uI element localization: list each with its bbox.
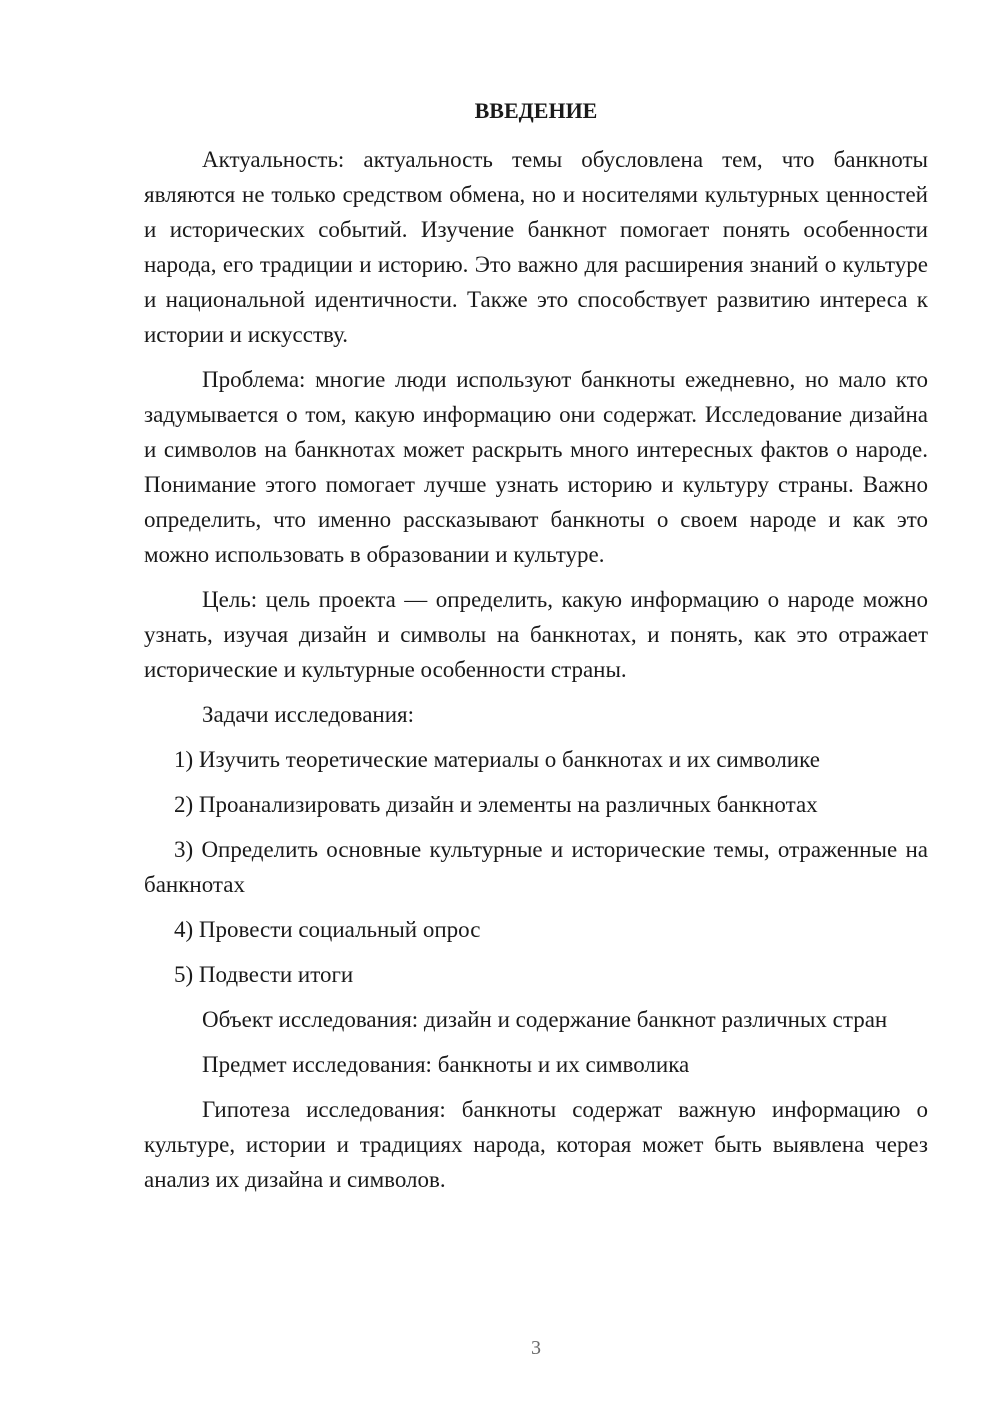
section-title: ВВЕДЕНИЕ — [474, 98, 598, 123]
paragraph-problem: Проблема: многие люди используют банкноты ежедневно, но мало кто задумывается о том, какую информацию они содержат. Исследование дизайна и символов на банкнотах может раскрыть много интересных фактов о народе. Понимание этого помогает лучше узнать историю и культуру страны. Важно определить, что именно рассказывают банкноты о своем народе и как это можно использовать в образовании и культуре. — [144, 367, 928, 567]
paragraph-hypothesis: Гипотеза исследования: банкноты содержат важную информацию о культуре, истории и традициях народа, которая может быть выявлена через анализ их дизайна и символов. — [144, 1097, 928, 1192]
task-item-1: 1) Изучить теоретические материалы о банкнотах и их символике — [174, 747, 820, 772]
task-item-4: 4) Провести социальный опрос — [174, 917, 481, 942]
task-item-5: 5) Подвести итоги — [174, 962, 354, 987]
task-item-2: 2) Проанализировать дизайн и элементы на различных банкнотах — [174, 792, 818, 817]
document-page — [144, 0, 928, 1414]
paragraph-subject: Предмет исследования: банкноты и их символика — [202, 1052, 690, 1077]
paragraph-object: Объект исследования: дизайн и содержание банкнот различных стран — [202, 1007, 888, 1032]
page-number: 3 — [531, 1337, 541, 1359]
task-item-3: 3) Определить основные культурные и исторические темы, отраженные на банкнотах — [144, 837, 928, 897]
document-body — [144, 142, 928, 1207]
paragraph-goal: Цель: цель проекта — определить, какую информацию о народе можно узнать, изучая дизайн и символы на банкнотах, и понять, как это отражает исторические и культурные особенности страны. — [144, 587, 928, 682]
paragraph-relevance: Актуальность: актуальность темы обусловлена тем, что банкноты являются не только средством обмена, но и носителями культурных ценностей и исторических событий. Изучение банкнот помогает понять особенности народа, его традиции и историю. Это важно для расширения знаний о культуре и национальной идентичности. Также это способствует развитию интереса к истории и искусству. — [144, 147, 928, 347]
paragraph-tasks-heading: Задачи исследования: — [202, 702, 415, 727]
